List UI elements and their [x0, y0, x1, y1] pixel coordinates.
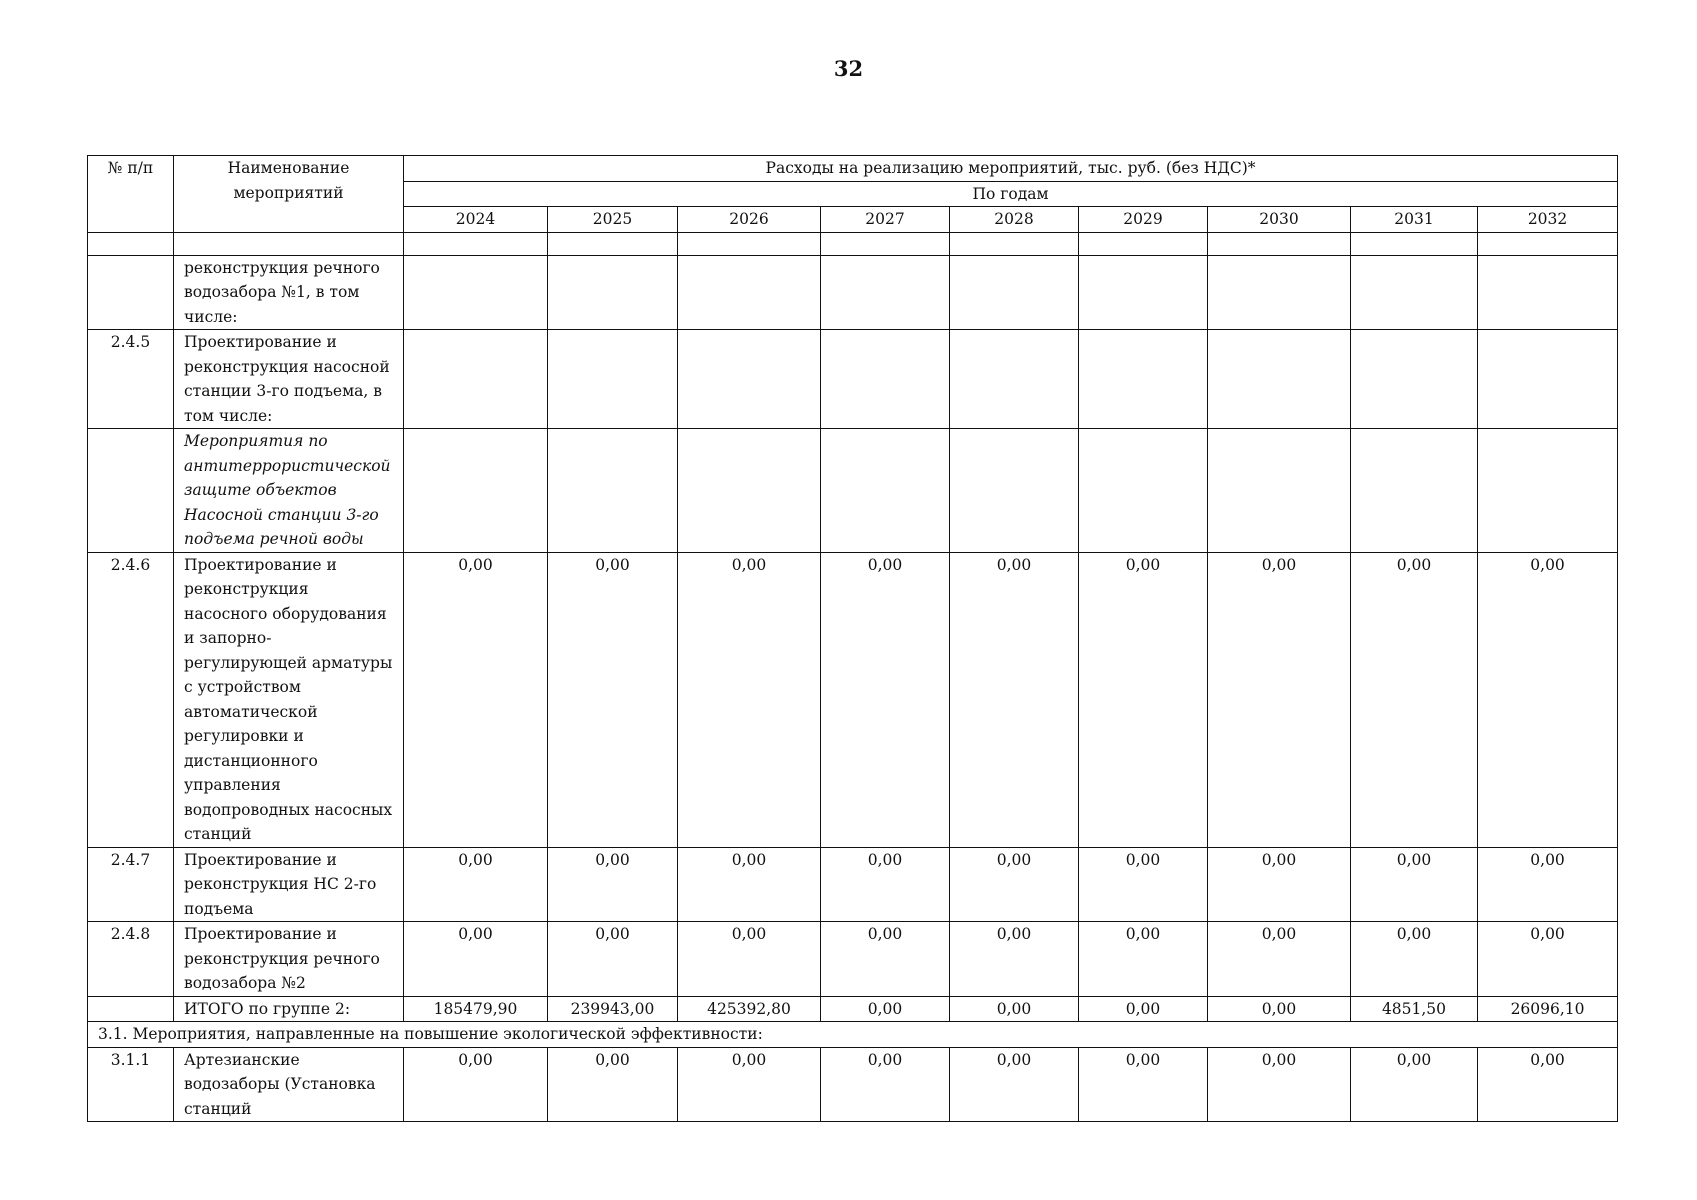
year-value: 0,00 [1351, 1047, 1478, 1122]
activity-name: ИТОГО по группе 2: [174, 996, 404, 1022]
header-by-years: По годам [404, 181, 1618, 207]
year-value: 0,00 [548, 552, 678, 847]
year-value: 0,00 [950, 847, 1079, 922]
year-value [548, 330, 678, 429]
year-value [548, 255, 678, 330]
spacer-cell [404, 232, 548, 255]
spacer-cell [1079, 232, 1208, 255]
total-value: 0,00 [950, 996, 1079, 1022]
table-row [88, 255, 1618, 330]
year-value: 0,00 [548, 1047, 678, 1122]
year-value: 0,00 [821, 922, 950, 997]
year-value: 0,00 [548, 922, 678, 997]
year-value: 0,00 [821, 1047, 950, 1122]
spacer-cell [548, 232, 678, 255]
table-row [88, 847, 1618, 922]
row-number: 3.1.1 [88, 1047, 174, 1122]
year-value: 0,00 [678, 922, 821, 997]
year-value [1478, 255, 1618, 330]
year-value [404, 255, 548, 330]
year-value: 0,00 [950, 922, 1079, 997]
year-value: 0,00 [950, 552, 1079, 847]
spacer-cell [950, 232, 1079, 255]
year-value [950, 255, 1079, 330]
year-value: 0,00 [678, 552, 821, 847]
activity-name: Проектирование и реконструкция НС 2-го подъема [174, 847, 404, 922]
year-value: 0,00 [404, 922, 548, 997]
year-value: 0,00 [1478, 847, 1618, 922]
activity-name: Проектирование и реконструкция насосного оборудования и запорно-регулирующей арматуры с устройством автоматической регулировки и дистанционного управления водопроводных насосных станций [174, 552, 404, 847]
table-row [88, 552, 1618, 847]
activity-name: реконструкция речного водозабора №1, в том числе: [174, 255, 404, 330]
spacer-cell [88, 232, 174, 255]
year-value: 0,00 [1208, 922, 1351, 997]
total-value: 425392,80 [678, 996, 821, 1022]
year-value [1478, 330, 1618, 429]
year-value: 0,00 [950, 1047, 1079, 1122]
spacer-cell [1208, 232, 1351, 255]
activity-name: Проектирование и реконструкция насосной станции 3-го подъема, в том числе: [174, 330, 404, 429]
expenses-table [87, 155, 1618, 1122]
total-value: 26096,10 [1478, 996, 1618, 1022]
year-header: 2028 [950, 207, 1079, 233]
year-value: 0,00 [1208, 552, 1351, 847]
year-value [1079, 255, 1208, 330]
year-value: 0,00 [404, 847, 548, 922]
total-value: 0,00 [821, 996, 950, 1022]
year-value: 0,00 [1351, 922, 1478, 997]
row-number: 2.4.6 [88, 552, 174, 847]
header-row-1 [88, 156, 1618, 182]
year-value [548, 429, 678, 553]
activity-name: Проектирование и реконструкция речного водозабора №2 [174, 922, 404, 997]
year-value [821, 255, 950, 330]
row-number: 2.4.7 [88, 847, 174, 922]
year-value [950, 429, 1079, 553]
year-value: 0,00 [404, 1047, 548, 1122]
spacer-cell [1478, 232, 1618, 255]
total-row [88, 996, 1618, 1022]
year-value [1351, 255, 1478, 330]
year-value: 0,00 [1351, 552, 1478, 847]
year-value [1079, 429, 1208, 553]
year-value: 0,00 [1208, 847, 1351, 922]
year-value [678, 255, 821, 330]
row-number [88, 429, 174, 553]
header-num: № п/п [88, 156, 174, 233]
row-number [88, 255, 174, 330]
page-number: 32 [833, 56, 864, 81]
year-value: 0,00 [1079, 847, 1208, 922]
total-value: 0,00 [1079, 996, 1208, 1022]
spacer-cell [1351, 232, 1478, 255]
activity-name: Мероприятия по антитеррористической защите объектов Насосной станции 3-го подъема речной воды [174, 429, 404, 553]
row-number: 2.4.8 [88, 922, 174, 997]
year-value: 0,00 [1478, 922, 1618, 997]
year-value [1079, 330, 1208, 429]
year-value [678, 330, 821, 429]
table-body [88, 156, 1618, 1122]
row-number: 2.4.5 [88, 330, 174, 429]
year-value [404, 429, 548, 553]
spacer-row [88, 232, 1618, 255]
year-header: 2030 [1208, 207, 1351, 233]
year-value [1208, 429, 1351, 553]
section-heading: 3.1. Мероприятия, направленные на повышение экологической эффективности: [88, 1022, 1618, 1048]
total-value: 4851,50 [1351, 996, 1478, 1022]
year-value [1351, 330, 1478, 429]
header-name: Наименование мероприятий [174, 156, 404, 233]
year-value: 0,00 [821, 552, 950, 847]
year-value: 0,00 [1079, 552, 1208, 847]
table-row [88, 922, 1618, 997]
year-value [821, 429, 950, 553]
year-value [821, 330, 950, 429]
year-value [1478, 429, 1618, 553]
total-value: 185479,90 [404, 996, 548, 1022]
year-value: 0,00 [1478, 1047, 1618, 1122]
spacer-cell [821, 232, 950, 255]
year-value [1351, 429, 1478, 553]
year-value: 0,00 [1079, 1047, 1208, 1122]
year-header: 2024 [404, 207, 548, 233]
row-number [88, 996, 174, 1022]
total-value: 239943,00 [548, 996, 678, 1022]
year-value: 0,00 [1079, 922, 1208, 997]
header-expenses: Расходы на реализацию мероприятий, тыс. руб. (без НДС)* [404, 156, 1618, 182]
year-header: 2025 [548, 207, 678, 233]
year-value [1208, 330, 1351, 429]
year-value: 0,00 [1208, 1047, 1351, 1122]
year-header: 2032 [1478, 207, 1618, 233]
year-header: 2027 [821, 207, 950, 233]
year-value: 0,00 [1351, 847, 1478, 922]
spacer-cell [678, 232, 821, 255]
table-row [88, 330, 1618, 429]
table-row [88, 1047, 1618, 1122]
table-row [88, 429, 1618, 553]
total-value: 0,00 [1208, 996, 1351, 1022]
year-value: 0,00 [404, 552, 548, 847]
year-header: 2031 [1351, 207, 1478, 233]
spacer-cell [174, 232, 404, 255]
year-header: 2026 [678, 207, 821, 233]
year-value: 0,00 [821, 847, 950, 922]
year-value: 0,00 [1478, 552, 1618, 847]
year-value [1208, 255, 1351, 330]
activity-name: Артезианские водозаборы (Установка станций [174, 1047, 404, 1122]
section-heading-row [88, 1022, 1618, 1048]
year-value: 0,00 [678, 847, 821, 922]
year-value [678, 429, 821, 553]
year-value: 0,00 [678, 1047, 821, 1122]
year-header: 2029 [1079, 207, 1208, 233]
year-value [404, 330, 548, 429]
year-value [950, 330, 1079, 429]
year-value: 0,00 [548, 847, 678, 922]
